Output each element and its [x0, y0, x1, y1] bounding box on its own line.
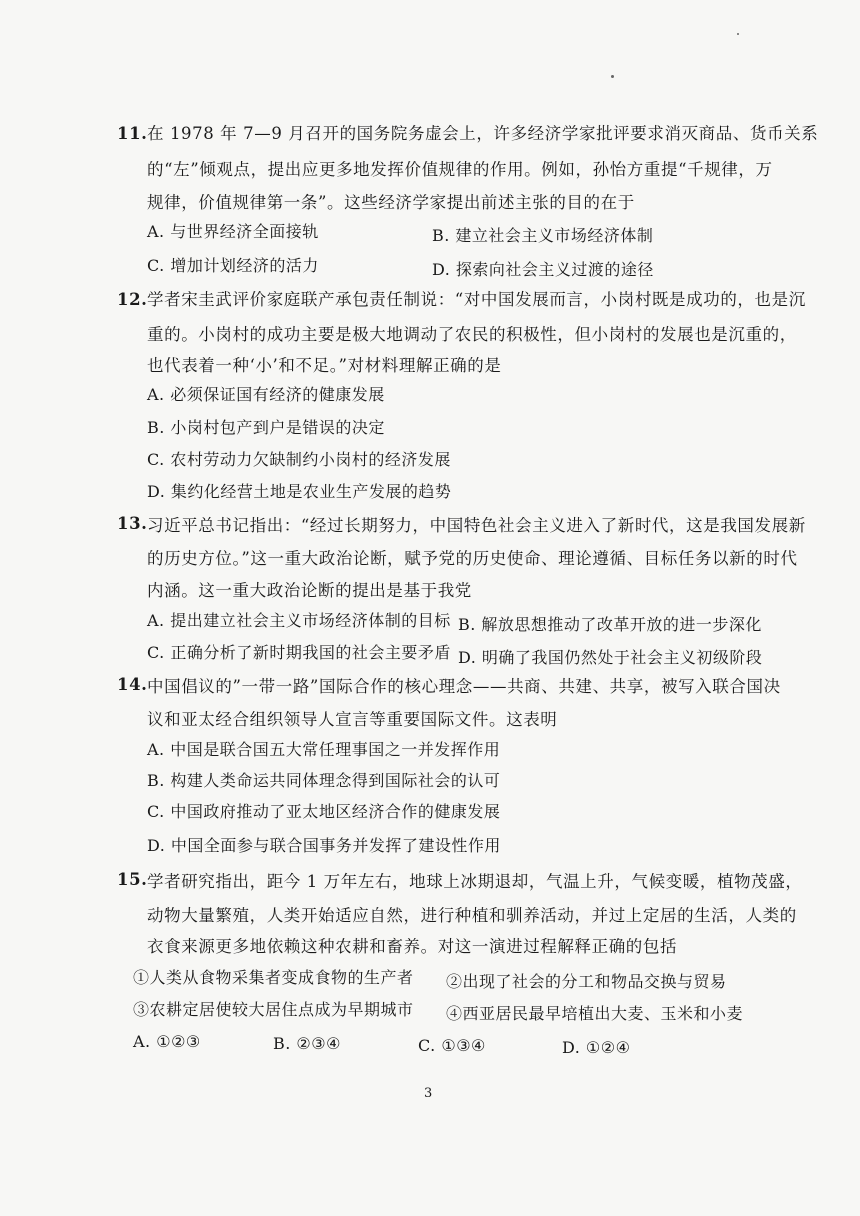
- option-d: D. 明确了我国仍然处于社会主义初级阶段: [458, 648, 763, 667]
- option-b: B. 构建人类命运共同体理念得到国际社会的认可: [147, 771, 501, 790]
- question-stem-line: 议和亚太经合组织领导人宣言等重要国际文件。这表明: [147, 710, 558, 729]
- question-stem-line: 中国倡议的”一带一路”国际合作的核心理念——共商、共建、共享，被写入联合国决: [147, 677, 781, 696]
- statement-4: ④西亚居民最早培植出大麦、玉米和小麦: [446, 1004, 744, 1023]
- option-b: B. ②③④: [273, 1034, 341, 1053]
- option-a: A. 与世界经济全面接轨: [147, 222, 319, 241]
- option-b: B. 建立社会主义市场经济体制: [432, 226, 654, 245]
- option-b: B. 解放思想推动了改革开放的进一步深化: [458, 615, 762, 634]
- question-stem-line: 的“左”倾观点，提出应更多地发挥价值规律的作用。例如，孙怡方重提“千规律，万: [147, 160, 773, 179]
- option-c: C. 增加计划经济的活力: [147, 256, 319, 275]
- option-c: C. 正确分析了新时期我国的社会主要矛盾: [147, 643, 451, 662]
- question-number: 12.: [117, 290, 148, 309]
- scan-speck: [737, 33, 739, 35]
- question-stem-line: 学者宋圭武评价家庭联产承包责任制说：“对中国发展而言，小岗村既是成功的，也是沉: [147, 290, 806, 309]
- option-d: D. 探索向社会主义过渡的途径: [432, 260, 654, 279]
- option-c: C. 中国政府推动了亚太地区经济合作的健康发展: [147, 802, 501, 821]
- question-stem-line: 衣食来源更多地依赖这种农耕和畜养。对这一演进过程解释正确的包括: [147, 937, 678, 956]
- question-stem-line: 重的。小岗村的成功主要是极大地调动了农民的积极性，但小岗村的发展也是沉重的，: [147, 325, 797, 344]
- option-d: D. 集约化经营土地是农业生产发展的趋势: [147, 482, 452, 501]
- question-stem-line: 动物大量繁殖，人类开始适应自然，进行种植和驯养活动，并过上定居的生活，人类的: [147, 906, 797, 925]
- statement-3: ③农耕定居使较大居住点成为早期城市: [133, 1000, 414, 1019]
- question-number: 14.: [117, 675, 148, 694]
- question-number: 13.: [117, 514, 148, 533]
- question-stem-line: 习近平总书记指出：“经过长期努力，中国特色社会主义进入了新时代，这是我国发展新: [147, 516, 806, 535]
- statement-1: ①人类从食物采集者变成食物的生产者: [133, 968, 414, 987]
- question-stem-line: 也代表着一种‘小’和不足。”对材料理解正确的是: [147, 356, 502, 375]
- question-stem-line: 在 1978 年 7—9 月召开的国务院务虚会上，许多经济学家批评要求消灭商品、货币关系: [147, 124, 819, 143]
- option-a: A. 必须保证国有经济的健康发展: [147, 385, 385, 404]
- question-stem-line: 学者研究指出，距今 1 万年左右，地球上冰期退却，气温上升，气候变暖，植物茂盛，: [147, 872, 803, 891]
- option-a: A. 中国是联合国五大常任理事国之一并发挥作用: [147, 740, 501, 759]
- option-c: C. 农村劳动力欠缺制约小岗村的经济发展: [147, 450, 451, 469]
- question-stem-line: 内涵。这一重大政治论断的提出是基于我党: [147, 581, 472, 600]
- option-b: B. 小岗村包产到户是错误的决定: [147, 418, 385, 437]
- scan-speck: [611, 75, 614, 78]
- option-c: C. ①③④: [418, 1036, 486, 1055]
- question-stem-line: 的历史方位。”这一重大政治论断，赋予党的历史使命、理论遵循、目标任务以新的时代: [147, 549, 798, 568]
- question-number: 11.: [117, 124, 148, 143]
- option-a: A. 提出建立社会主义市场经济体制的目标: [147, 611, 451, 630]
- question-stem-line: 规律，价值规律第一条”。这些经济学家提出前述主张的目的在于: [147, 193, 635, 212]
- option-d: D. 中国全面参与联合国事务并发挥了建设性作用: [147, 836, 501, 855]
- option-d: D. ①②④: [562, 1038, 631, 1057]
- option-a: A. ①②③: [133, 1032, 201, 1051]
- page-number: 3: [424, 1086, 433, 1101]
- statement-2: ②出现了社会的分工和物品交换与贸易: [446, 972, 727, 991]
- question-number: 15.: [117, 870, 148, 889]
